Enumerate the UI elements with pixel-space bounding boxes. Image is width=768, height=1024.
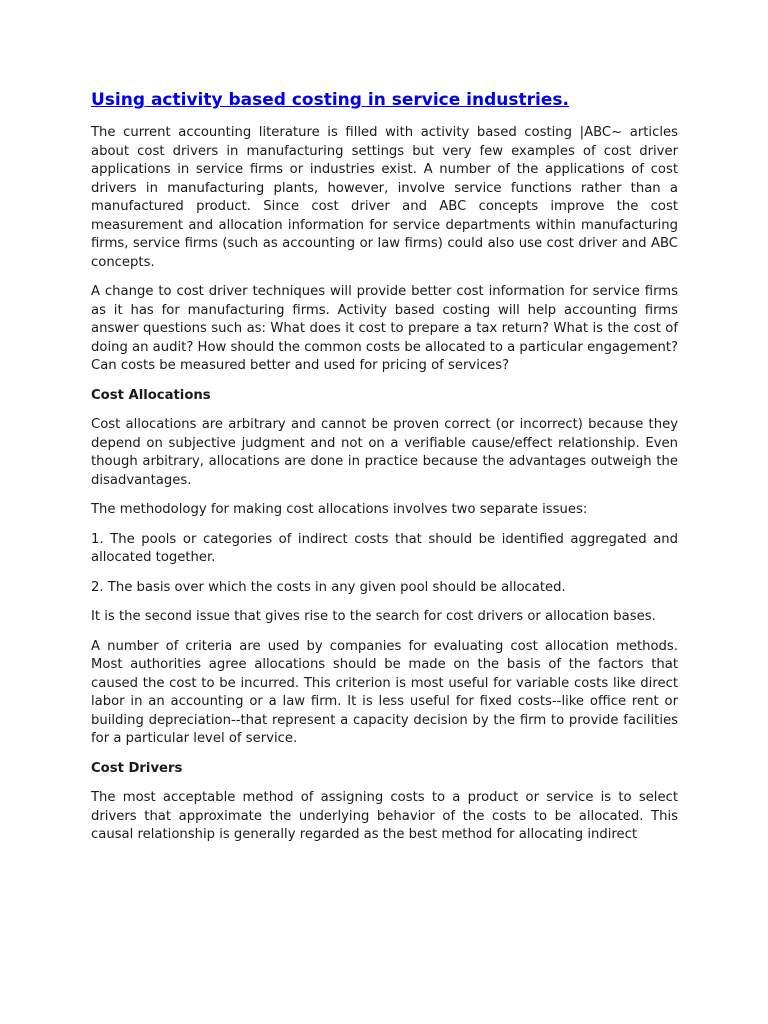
cost-drivers-paragraph-1: The most acceptable method of assigning costs to a product or service is to select drivers that approximate the underlying behavior of the costs to be allocated. This causal relationship is generally regarded as the best method for allocating indirect	[91, 790, 678, 842]
document-page	[91, 88, 678, 845]
cost-allocations-list-item-1: 1. The pools or categories of indirect costs that should be identified aggregated and allocated together.	[91, 531, 678, 565]
intro-paragraph-1: The current accounting literature is filled with activity based costing |ABC~ articles about cost drivers in manufacturing settings but very few examples of cost driver applications in service firms or industries exist. A number of the applications of cost drivers in manufacturing plants, however, involve service functions rather than a manufactured product. Since cost driver and ABC concepts improve the cost measurement and allocation information for service departments within manufacturing firms, service firms (such as accounting or law firms) could also use cost driver and ABC concepts.	[91, 125, 678, 270]
document-title-link[interactable]: Using activity based costing in service industries.	[91, 90, 569, 110]
cost-allocations-paragraph-1: Cost allocations are arbitrary and cannot be proven correct (or incorrect) because they depend on subjective judgment and not on a verifiable cause/effect relationship. Even though arbitrary, allocations are done in practice because the advantages outweigh the disadvantages.	[91, 417, 678, 488]
intro-paragraph-2: A change to cost driver techniques will provide better cost information for service firms as it has for manufacturing firms. Activity based costing will help accounting firms answer questions such as: What does it cost to prepare a tax return? What is the cost of doing an audit? How should the common costs be allocated to a particular engagement? Can costs be measured better and used for pricing of services?	[91, 284, 678, 373]
cost-drivers-heading: Cost Drivers	[91, 760, 183, 776]
cost-allocations-list-item-2: 2. The basis over which the costs in any given pool should be allocated.	[91, 579, 566, 595]
cost-allocations-paragraph-4: A number of criteria are used by companies for evaluating cost allocation methods. Most authorities agree allocations should be made on the basis of the factors that caused the cost to be incurred. This criterion is most useful for variable costs like direct labor in an accounting or a law firm. It is less useful for fixed costs--like office rent or building depreciation--that represent a capacity decision by the firm to provide facilities for a particular level of service.	[91, 638, 678, 746]
cost-allocations-paragraph-3: It is the second issue that gives rise to the search for cost drivers or allocation bases.	[91, 609, 656, 624]
cost-allocations-heading: Cost Allocations	[91, 387, 211, 403]
cost-allocations-paragraph-2: The methodology for making cost allocations involves two separate issues:	[91, 502, 588, 517]
